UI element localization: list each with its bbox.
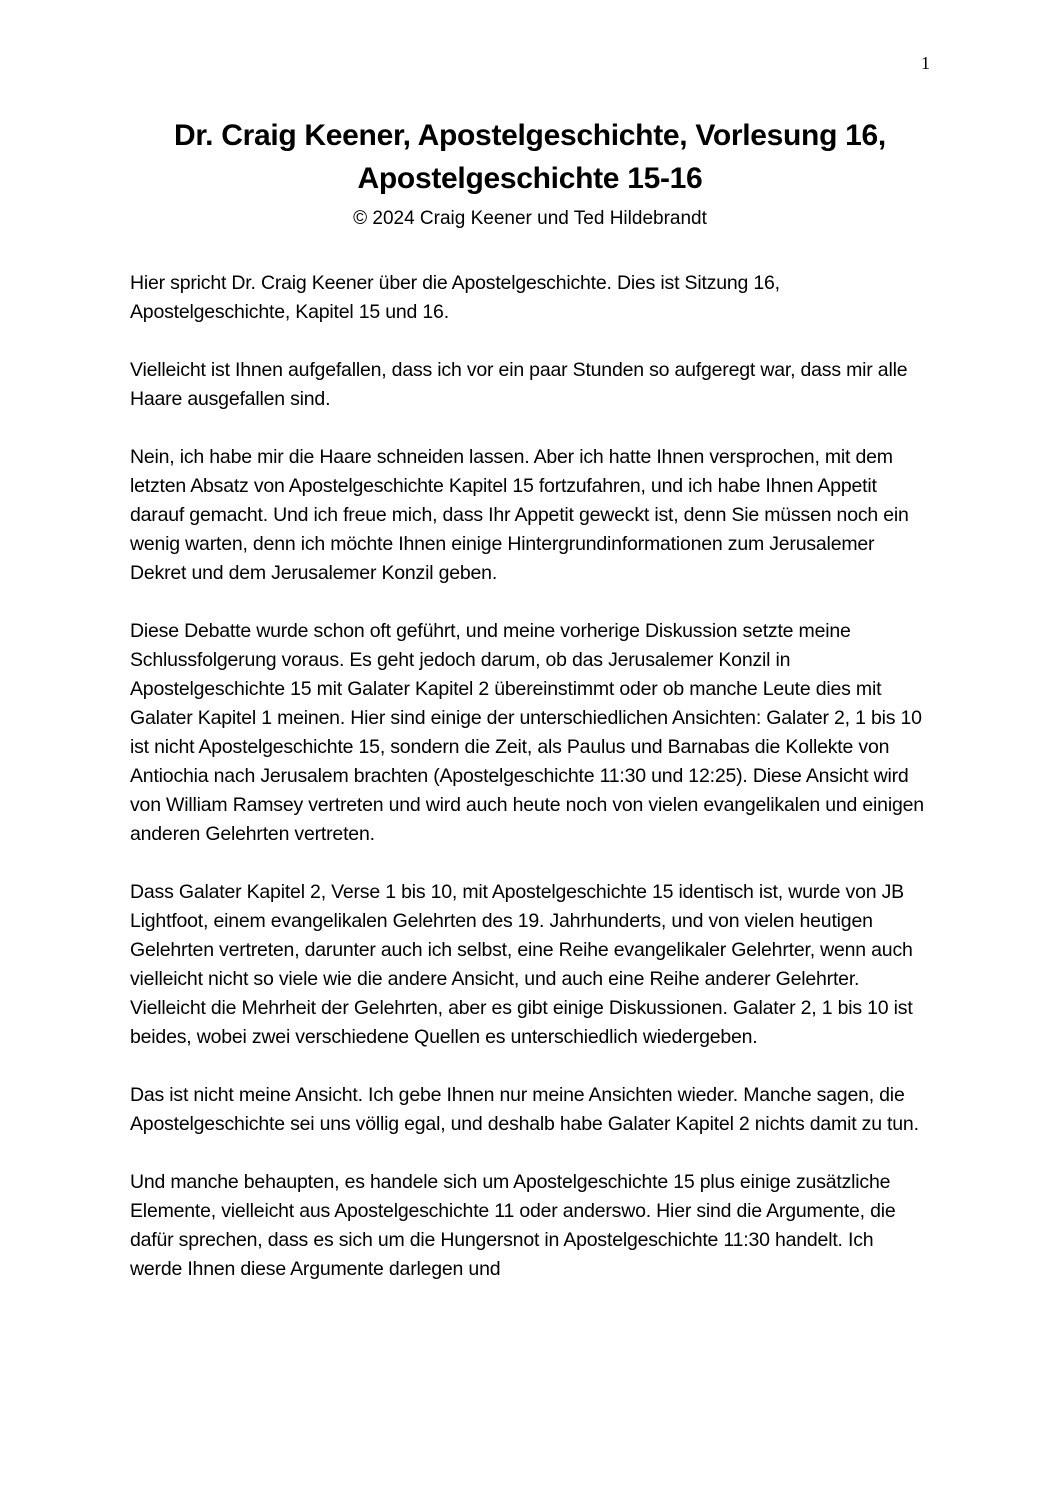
- paragraph: Das ist nicht meine Ansicht. Ich gebe Ihnen nur meine Ansichten wieder. Manche sagen, die Apostelgeschichte sei uns völlig egal, und deshalb habe Galater Kapitel 2 nichts damit zu tun.: [130, 1084, 919, 1135]
- paragraph: Dass Galater Kapitel 2, Verse 1 bis 10, mit Apostelgeschichte 15 identisch ist, wurde von JB Lightfoot, einem evangelikalen Gelehrten des 19. Jahrhunderts, und von vielen heutigen Gelehrten vertreten, darunter auch ich selbst, eine Reihe evangelikaler Gelehrter, wenn auch vielleicht nicht so viele wie die andere Ansicht, und auch eine Reihe anderer Gelehrter. Vielleicht die Mehrheit der Gelehrten, aber es gibt einige Diskussionen. Galater 2, 1 bis 10 ist beides, wobei zwei verschiedene Quellen es unterschiedlich wiedergeben.: [130, 881, 913, 1048]
- document-title-line-1: Dr. Craig Keener, Apostelgeschichte, Vorlesung 16,: [174, 119, 886, 152]
- paragraph: Diese Debatte wurde schon oft geführt, und meine vorherige Diskussion setzte meine Schlussfolgerung voraus. Es geht jedoch darum, ob das Jerusalemer Konzil in Apostelgeschichte 15 mit Galater Kapitel 2 übereinstimmt oder ob manche Leute dies mit Galater Kapitel 1 meinen. Hier sind einige der unterschiedlichen Ansichten: Galater 2, 1 bis 10 ist nicht Apostelgeschichte 15, sondern die Zeit, als Paulus und Barnabas die Kollekte von Antiochia nach Jerusalem brachten (Apostelgeschichte 11:30 und 12:25). Diese Ansicht wird von William Ramsey vertreten und wird auch heute noch von vielen evangelikalen und einigen anderen Gelehrten vertreten.: [130, 620, 924, 845]
- document-title: [130, 114, 930, 200]
- page-number: 1: [921, 53, 930, 73]
- document-body: [130, 269, 930, 1284]
- paragraph: Vielleicht ist Ihnen aufgefallen, dass ich vor ein paar Stunden so aufgeregt war, dass mir alle Haare ausgefallen sind.: [130, 359, 908, 410]
- copyright-line: © 2024 Craig Keener und Ted Hildebrandt: [353, 208, 707, 229]
- paragraph: Nein, ich habe mir die Haare schneiden lassen. Aber ich hatte Ihnen versprochen, mit dem letzten Absatz von Apostelgeschichte Kapitel 15 fortzufahren, und ich habe Ihnen Appetit darauf gemacht. Und ich freue mich, dass Ihr Appetit geweckt ist, denn Sie müssen noch ein wenig warten, denn ich möchte Ihnen einige Hintergrundinformationen zum Jerusalemer Dekret und dem Jerusalemer Konzil geben.: [130, 446, 909, 584]
- paragraph: Hier spricht Dr. Craig Keener über die Apostelgeschichte. Dies ist Sitzung 16, Apostelgeschichte, Kapitel 15 und 16.: [130, 272, 780, 323]
- paragraph: Und manche behaupten, es handele sich um Apostelgeschichte 15 plus einige zusätzliche Elemente, vielleicht aus Apostelgeschichte 11 oder anderswo. Hier sind die Argumente, die dafür sprechen, dass es sich um die Hungersnot in Apostelgeschichte 11:30 handelt. Ich werde Ihnen diese Argumente darlegen und: [130, 1171, 896, 1280]
- document-title-line-2: Apostelgeschichte 15-16: [357, 162, 703, 195]
